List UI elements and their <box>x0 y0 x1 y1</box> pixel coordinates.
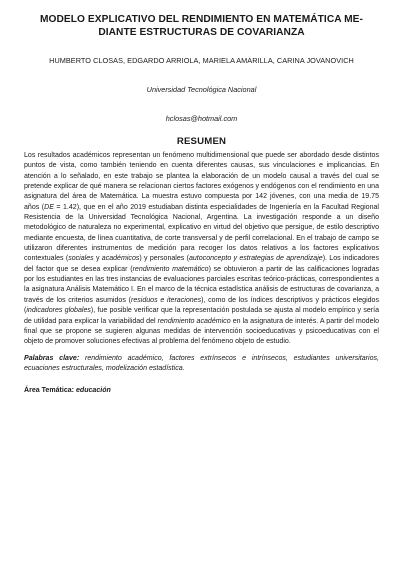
abstract-heading: RESUMEN <box>176 136 227 147</box>
abstract-italic: rendimiento académico <box>157 317 231 325</box>
abstract-italic: rendimiento matemático <box>132 265 209 273</box>
abstract-paragraph <box>24 151 379 348</box>
abstract-italic: residuos e iteraciones <box>130 296 202 304</box>
affiliation: Universidad Tecnológica Nacional <box>146 85 257 94</box>
abstract-text: Los resultados académicos representan un fenómeno multidimensional que puede ser abordado desde distintos puntos de vista, como también teniendo en cuenta diferentes causas, sus vinculaciones e implicancias. En atención a lo señalado, en este trabajo se plantea la elaboración de un modelo causal a través del cual se pretende explicar de qué manera se relacionan ciertos factores exógenos y endógenos con el rendimiento en una asignatura del área de Matemática. La muestra estuvo compuesta por 142 jóvenes, con una media de 19.75 años ( <box>24 152 379 211</box>
abstract-text: ) y personales ( <box>139 255 189 263</box>
abstract-italic: sociales <box>68 255 94 263</box>
contact-email: hclosas@hotmail.com <box>165 114 238 123</box>
keywords-list: rendimiento académico, factores extrínsecos e intrínsecos, estudiantes universitarios, ecuaciones estructurales, modelización estadística. <box>24 354 379 372</box>
abstract-text: ), como de los índices descriptivos y prácticos elegidos ( <box>24 296 379 315</box>
author-list: HUMBERTO CLOSAS, EDGARDO ARRIOLA, MARIELA AMARILLA, CARINA JOVANOVICH <box>49 56 354 65</box>
abstract-body <box>24 151 379 348</box>
abstract-text: ) se obtuvieron a partir de las calificaciones logradas por los estudiantes en las tres instancias de evaluaciones parciales escritas teórico-prácticas, correspondientes a la asignatura Análisis Matemático I. En el marco de la técnica estadística análisis de estructuras de covarianza, a través de los criterios asumidos ( <box>24 265 380 304</box>
area-label: Área Temática: <box>24 387 75 395</box>
abstract-text: y <box>93 255 102 263</box>
abstract-italic: autoconcepto y estrategias de aprendizaje <box>188 255 323 263</box>
abstract-text: = 1.42), que en el año 2019 estudiaban distinta especialidades de Ingeniería en la Facultad Regional Resistencia de la Universidad Tecnológica Nacional, Argentina. La investigación responde a un diseño metodológico de naturaleza no experimental, explicativo en virtud del objetivo que persigue, de estilo descriptivo mediante encuesta, de línea cuantitativa, de corte transversal y de perfil correlacional. En el trabajo de campo se utilizaron diferentes instrumentos de medición para recoger los datos relativos a los factores explicativos contextuales ( <box>24 203 379 263</box>
keywords <box>24 354 379 375</box>
abstract-text: ). Los indicadores del factor que se desea explicar ( <box>24 255 379 273</box>
thematic-area <box>24 387 379 394</box>
abstract-text: ), fue posible verificar que la representación postulada se ajusta al modelo empírico y sería de utilidad para explicar la variabilidad del <box>24 307 379 325</box>
area-value: educación <box>75 387 111 395</box>
abstract-italic-de: DE <box>44 203 54 211</box>
keywords-label: Palabras clave: <box>24 354 80 362</box>
abstract-italic: indicadores globales <box>26 307 91 315</box>
abstract-text: en la asignatura de interés. A partir del modelo final que se propone se sugieren algunas medidas de intervención socioeducativas y psicoeducativas con el objeto de promover soluciones efectivas al problema del fenómeno objeto de estudio. <box>24 317 380 346</box>
paper-title: MODELO EXPLICATIVO DEL RENDIMIENTO EN MATEMÁTICA ME-DIANTE ESTRUCTURAS DE COVARIANZA <box>40 14 363 38</box>
abstract-italic: académicos <box>101 255 140 263</box>
